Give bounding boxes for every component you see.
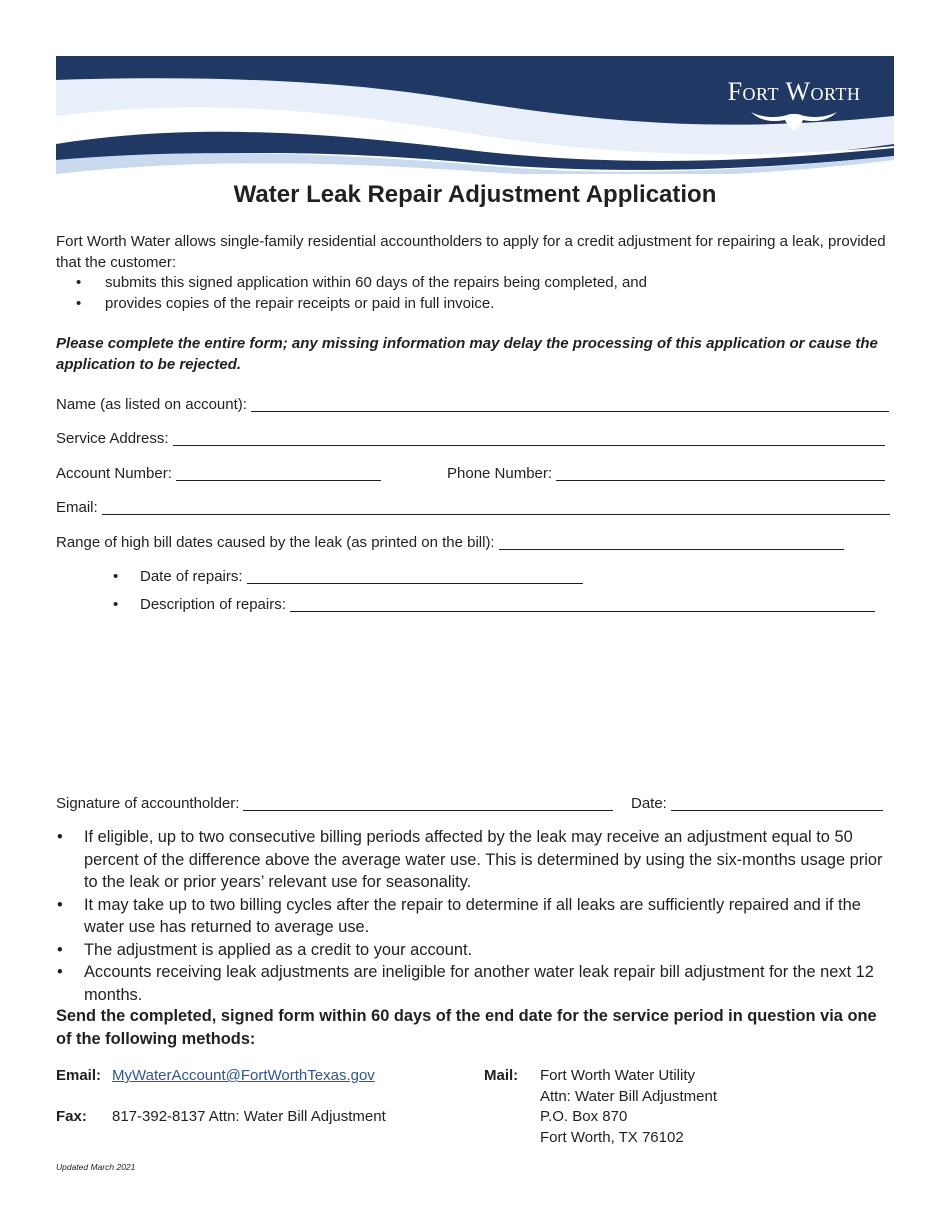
contact-fax-value: 817-392-8137 Attn: Water Bill Adjustment	[112, 1108, 386, 1125]
bill-dates-range-label: Range of high bill dates caused by the leak (as printed on the bill):	[56, 534, 495, 551]
intro-bullet-list	[56, 272, 894, 314]
name-label: Name (as listed on account):	[56, 396, 247, 413]
intro-paragraph: Fort Worth Water allows single-family residential accountholders to apply for a credit adjustment for repairing a leak, provided that the customer:	[56, 233, 886, 271]
account-number-field	[56, 464, 381, 484]
bill-dates-range-input-line[interactable]	[499, 534, 844, 550]
signature-label: Signature of accountholder:	[56, 795, 240, 812]
description-of-repairs-field	[113, 595, 875, 615]
contact-mail-label: Mail:	[484, 1067, 519, 1084]
longhorn-icon	[749, 106, 839, 132]
signature-field	[56, 794, 613, 814]
bullet-icon: •	[113, 568, 119, 585]
name-field	[56, 395, 889, 415]
mail-line: Attn: Water Bill Adjustment	[540, 1087, 718, 1105]
contact-email-label: Email:	[56, 1067, 102, 1084]
service-address-label: Service Address:	[56, 430, 169, 447]
bullet-icon: •	[113, 596, 119, 613]
list-item: • provides copies of the repair receipts or paid in full invoice.	[56, 293, 894, 314]
contact-email-value	[112, 1066, 375, 1087]
header-banner	[56, 56, 894, 174]
description-of-repairs-input-line[interactable]	[290, 596, 875, 612]
account-number-label: Account Number:	[56, 465, 172, 482]
page-title: Water Leak Repair Adjustment Application	[233, 181, 717, 208]
mail-line: P.O. Box 870	[540, 1108, 628, 1125]
date-of-repairs-label: Date of repairs:	[140, 568, 243, 585]
service-address-field	[56, 429, 885, 449]
email-field	[56, 498, 890, 518]
phone-number-label: Phone Number:	[447, 465, 553, 482]
list-item: • If eligible, up to two consecutive billing periods affected by the leak may receive an adjustment equal to 50 percent of the difference above the average water use. This is determined by using the six-months usage prior to the leak or prior years’ relevant use for seasonality.	[56, 826, 896, 894]
mail-line: Fort Worth, TX 76102	[540, 1128, 684, 1146]
list-item: • It may take up to two billing cycles after the repair to determine if all leaks are sufficiently repaired and if the water use has returned to average use.	[56, 894, 896, 939]
name-input-line[interactable]	[251, 396, 889, 412]
signature-input-line[interactable]	[243, 795, 613, 811]
email-input-line[interactable]	[102, 499, 890, 515]
contact-fax-label: Fax:	[56, 1108, 87, 1125]
description-of-repairs-row	[140, 595, 875, 615]
phone-number-field	[447, 464, 885, 484]
date-of-repairs-input-line[interactable]	[247, 568, 583, 584]
logo-text: Fort Worth	[727, 77, 861, 106]
bill-dates-range-field	[56, 533, 844, 553]
mailing-address	[540, 1066, 717, 1148]
list-item: • Accounts receiving leak adjustments are ineligible for another water leak repair bill adjustment for the next 12 months.	[56, 961, 896, 1006]
form-notice: Please complete the entire form; any missing information may delay the processing of this application or cause the application to be rejected.	[56, 335, 878, 373]
date-input-line[interactable]	[671, 795, 883, 811]
fort-worth-logo	[724, 78, 864, 132]
date-label: Date:	[631, 795, 667, 812]
date-of-repairs-field	[113, 567, 583, 587]
service-address-input-line[interactable]	[173, 430, 885, 446]
list-item: • submits this signed application within 60 days of the repairs being completed, and	[56, 272, 894, 293]
email-link[interactable]: MyWaterAccount@FortWorthTexas.gov	[112, 1067, 375, 1084]
send-instructions: Send the completed, signed form within 60 days of the end date for the service period in question via one of the following methods:	[56, 1007, 877, 1048]
date-of-repairs-row	[140, 567, 583, 587]
updated-date: Updated March 2021	[56, 1162, 136, 1172]
eligibility-info-list	[56, 826, 896, 1006]
list-item: • The adjustment is applied as a credit to your account.	[56, 939, 896, 962]
phone-number-input-line[interactable]	[556, 465, 885, 481]
email-label: Email:	[56, 499, 98, 516]
description-of-repairs-label: Description of repairs:	[140, 596, 286, 613]
account-number-input-line[interactable]	[176, 465, 381, 481]
date-field	[631, 794, 883, 814]
mail-line: Fort Worth Water Utility	[540, 1067, 696, 1084]
